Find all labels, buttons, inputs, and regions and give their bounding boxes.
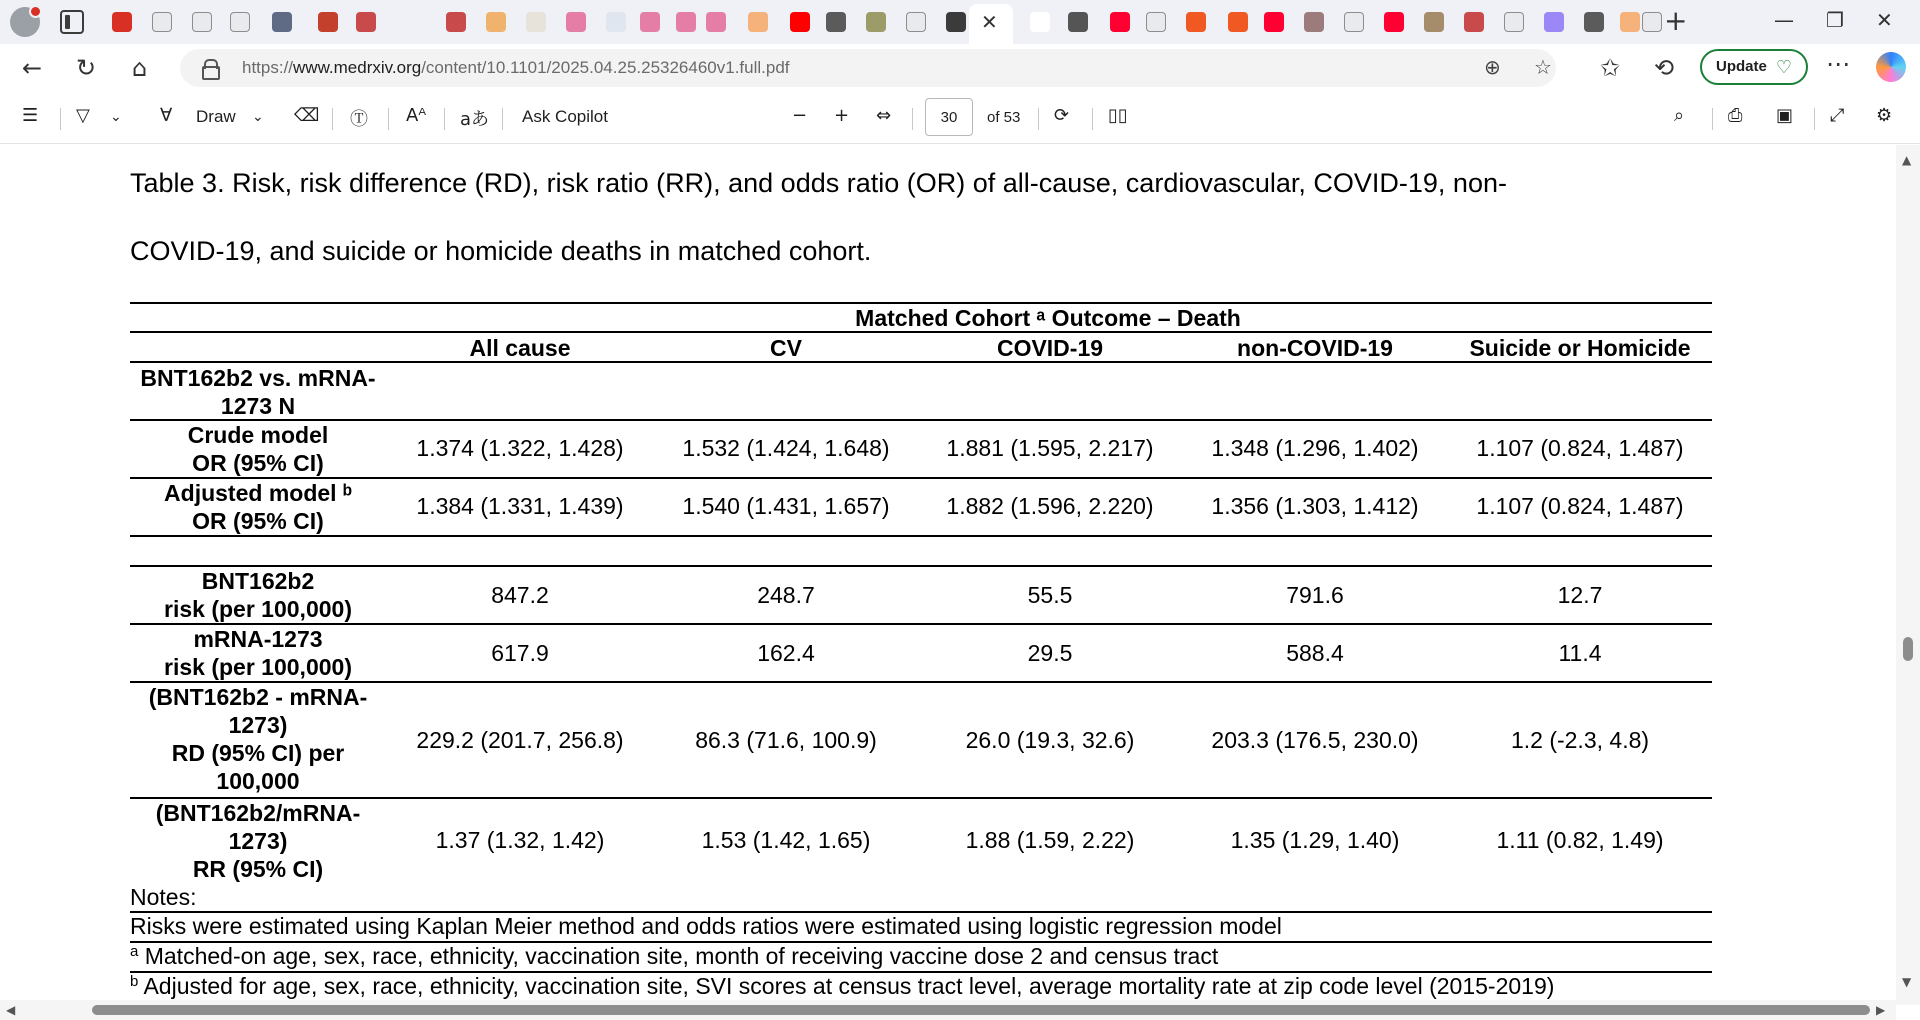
pdf-toolbar <box>0 92 1920 144</box>
table-cell: 588.4 <box>1286 640 1344 666</box>
tab-favicon-icon[interactable] <box>1186 12 1206 32</box>
toolbar-divider <box>1712 108 1713 130</box>
favorites-icon[interactable]: ✩ <box>1600 54 1621 82</box>
table-cell: 29.5 <box>1027 640 1073 666</box>
vertical-scroll-thumb[interactable] <box>1903 637 1913 661</box>
draw-icon[interactable]: ∀ <box>160 105 173 126</box>
tab-favicon-icon[interactable] <box>1424 12 1444 32</box>
toolbar-divider <box>332 108 333 130</box>
table-cell: 1.107 (0.824, 1.487) <box>1476 493 1684 519</box>
note-b: $^b$ Adjusted for age, sex, race, ethnicity, vaccination site, SVI scores at census tract level, average mortality rate at zip code level (2015-2019) <box>130 973 1555 999</box>
tab-favicon-icon[interactable] <box>318 12 338 32</box>
table-cell: 1.88 (1.59, 2.22) <box>965 827 1135 853</box>
column-header: CV <box>770 335 802 361</box>
horizontal-scrollbar[interactable] <box>0 1000 1896 1020</box>
tab-favicon-icon[interactable] <box>826 12 846 32</box>
ask-copilot-button[interactable]: Ask Copilot <box>522 107 608 126</box>
settings-gear-icon[interactable]: ⚙ <box>1876 105 1893 126</box>
toolbar-divider <box>502 108 503 130</box>
navigation-bar <box>0 44 1920 92</box>
tab-favicon-icon[interactable] <box>1642 12 1662 32</box>
fit-width-icon[interactable]: ⇔ <box>876 105 892 126</box>
draw-dropdown-icon[interactable]: ⌄ <box>252 109 264 125</box>
tab-favicon-icon[interactable] <box>946 12 966 32</box>
pdf-page <box>0 145 1896 1005</box>
tab-favicon-icon[interactable] <box>1068 12 1088 32</box>
row-label: (BNT162b2/mRNA- 1273) RR (95% CI) <box>155 800 361 882</box>
tab-favicon-icon[interactable] <box>1110 12 1130 32</box>
tab-favicon-icon[interactable] <box>112 12 132 32</box>
table-caption-line-2: COVID-19, and suicide or homicide deaths in matched cohort. <box>130 236 872 266</box>
tab-favicon-icon[interactable] <box>790 12 810 32</box>
favorite-star-icon[interactable]: ☆ <box>1534 55 1552 79</box>
new-tab-icon[interactable]: + <box>1664 4 1688 37</box>
tab-favicon-icon[interactable] <box>1620 12 1640 32</box>
table-rule <box>130 681 1712 683</box>
table-rule <box>130 419 1712 421</box>
table-cell: 1.11 (0.82, 1.49) <box>1496 827 1664 853</box>
address-bar[interactable] <box>180 49 1556 87</box>
row-label: Adjusted model ᵇ OR (95% CI) <box>164 480 352 534</box>
table-cell: 617.9 <box>491 640 549 666</box>
page-number-input[interactable]: 30 <box>925 98 973 136</box>
toolbar-divider <box>1814 108 1815 130</box>
table-cell: 1.882 (1.596, 2.220) <box>946 493 1154 519</box>
read-aloud-icon[interactable]: Aᴬ <box>406 105 427 126</box>
url-text[interactable]: https://www.medrxiv.org/content/10.1101/2025.04.25.25326460v1.full.pdf <box>242 58 790 77</box>
tab-favicon-icon[interactable] <box>152 12 172 32</box>
close-window-icon[interactable]: ✕ <box>1876 8 1893 32</box>
copilot-icon[interactable] <box>1876 52 1906 82</box>
more-options-icon[interactable]: ⋯ <box>1826 50 1850 78</box>
table-cell: 1.2 (-2.3, 4.8) <box>1510 727 1650 753</box>
column-header: non-COVID-19 <box>1237 335 1393 361</box>
tab-favicon-icon[interactable] <box>1344 12 1364 32</box>
profile-avatar-icon[interactable] <box>10 7 40 37</box>
zoom-out-icon[interactable]: − <box>792 105 808 126</box>
column-header: COVID-19 <box>996 335 1104 361</box>
eraser-icon[interactable]: ⌫ <box>294 105 320 126</box>
table-cell: 1.53 (1.42, 1.65) <box>701 827 871 853</box>
tab-actions-icon[interactable] <box>60 10 84 34</box>
row-label: Crude model OR (95% CI) <box>187 422 329 476</box>
tab-favicon-icon[interactable] <box>1228 12 1248 32</box>
print-icon[interactable]: ⎙ <box>1728 105 1743 126</box>
translate-icon[interactable]: aあ <box>460 109 490 130</box>
tab-favicon-icon[interactable] <box>1464 12 1484 32</box>
tab-favicon-icon[interactable] <box>606 12 626 32</box>
tab-favicon-icon[interactable] <box>230 12 250 32</box>
table-cell: 1.881 (1.595, 2.217) <box>946 435 1154 461</box>
rotate-icon[interactable]: ⟳ <box>1054 105 1070 126</box>
tab-favicon-icon[interactable] <box>1384 12 1404 32</box>
table-rule <box>130 477 1712 479</box>
refresh-icon[interactable]: ↻ <box>76 54 97 82</box>
page-total: of 53 <box>987 109 1021 126</box>
table-cell: 248.7 <box>757 582 815 608</box>
restore-icon[interactable]: ❐ <box>1826 8 1844 32</box>
table-caption-line-1: Table 3. Risk, risk difference (RD), risk ratio (RR), and odds ratio (OR) of all-cause, cardiovascular, COVID-19, non- <box>130 168 1507 198</box>
tab-favicon-icon[interactable] <box>640 12 660 32</box>
draw-label[interactable]: Draw <box>196 107 236 126</box>
tab-favicon-icon[interactable] <box>1504 12 1524 32</box>
table-cell: 1.532 (1.424, 1.648) <box>682 435 890 461</box>
tab-favicon-icon[interactable] <box>486 12 506 32</box>
tab-favicon-icon[interactable] <box>906 12 926 32</box>
scroll-right-arrow-icon[interactable]: ▶ <box>1876 1003 1886 1017</box>
row-label: BNT162b2 risk (per 100,000) <box>164 568 352 622</box>
table-cell: 1.540 (1.431, 1.657) <box>682 493 890 519</box>
table-cell: 162.4 <box>757 640 815 666</box>
toolbar-divider <box>60 108 61 130</box>
tab-favicon-icon[interactable] <box>1304 12 1324 32</box>
row-label: mRNA-1273 risk (per 100,000) <box>164 626 352 680</box>
table-cell: 1.107 (0.824, 1.487) <box>1476 435 1684 461</box>
note-methods: Risks were estimated using Kaplan Meier method and odds ratios were estimated using logistic regression model <box>130 913 1282 939</box>
table-cell: 1.374 (1.322, 1.428) <box>416 435 624 461</box>
table-top-rule <box>130 302 1712 304</box>
save-icon[interactable]: ▣ <box>1776 105 1794 126</box>
table-cell: 1.35 (1.29, 1.40) <box>1230 827 1400 853</box>
section-label: BNT162b2 vs. mRNA- 1273 N <box>140 365 376 419</box>
page-view-icon[interactable]: ▯▯ <box>1108 105 1128 126</box>
table-cell: 12.7 <box>1557 582 1603 608</box>
toolbar-divider <box>1092 108 1093 130</box>
tab-favicon-icon[interactable] <box>706 12 726 32</box>
tab-favicon-icon[interactable] <box>748 12 768 32</box>
table-rule <box>130 623 1712 625</box>
scroll-up-arrow-icon[interactable]: ▲ <box>1902 153 1912 167</box>
add-text-icon[interactable]: Ⓣ <box>350 109 368 130</box>
zoom-icon[interactable]: ⊕ <box>1484 55 1501 79</box>
toolbar-divider <box>388 108 389 130</box>
table-cell: 26.0 (19.3, 32.6) <box>965 727 1135 753</box>
home-icon[interactable]: ⌂ <box>132 54 148 82</box>
table-rule <box>130 565 1712 567</box>
table-cell: 1.348 (1.296, 1.402) <box>1211 435 1419 461</box>
table-cell: 847.2 <box>491 582 549 608</box>
table-rule <box>130 361 1712 363</box>
table-cell: 11.4 <box>1558 640 1602 666</box>
active-tab[interactable] <box>969 4 1013 44</box>
update-button[interactable]: Update ♡ <box>1700 49 1808 85</box>
tab-favicon-icon[interactable] <box>1544 12 1564 32</box>
close-tab-icon[interactable]: ✕ <box>981 10 998 34</box>
tab-favicon-icon[interactable] <box>676 12 696 32</box>
toolbar-divider <box>1038 108 1039 130</box>
tab-favicon-icon[interactable] <box>1264 12 1284 32</box>
tab-favicon-icon[interactable] <box>1584 12 1604 32</box>
search-icon[interactable]: ⌕ <box>1674 105 1685 126</box>
table-cell: 791.6 <box>1286 582 1344 608</box>
tab-favicon-icon[interactable] <box>1146 12 1166 32</box>
tab-favicon-icon[interactable] <box>866 12 886 32</box>
scroll-down-arrow-icon[interactable]: ▼ <box>1902 975 1912 989</box>
table-rule <box>130 535 1712 537</box>
scroll-left-arrow-icon[interactable]: ◀ <box>6 1003 16 1017</box>
highlight-icon[interactable]: ▽ <box>76 105 90 126</box>
tab-favicon-icon[interactable] <box>446 12 466 32</box>
table-cell: 1.37 (1.32, 1.42) <box>435 827 605 853</box>
zoom-in-icon[interactable]: + <box>834 105 850 126</box>
column-header: Suicide or Homicide <box>1469 335 1691 361</box>
note-a: $^a$ Matched-on age, sex, race, ethnicity, vaccination site, month of receiving vaccine dose 2 and census tract <box>130 943 1219 969</box>
table-cell: 1.384 (1.331, 1.439) <box>416 493 624 519</box>
table-cell: 55.5 <box>1027 582 1073 608</box>
toolbar-divider <box>444 108 445 130</box>
tab-favicon-icon[interactable] <box>1030 12 1050 32</box>
table-cell: 203.3 (176.5, 230.0) <box>1211 727 1419 753</box>
contents-list-icon[interactable]: ☰ <box>22 105 39 126</box>
history-icon[interactable]: ⟲ <box>1654 54 1675 82</box>
horizontal-scroll-thumb[interactable] <box>92 1005 1870 1015</box>
super-header: Matched Cohort ᵃ Outcome – Death <box>855 305 1241 331</box>
table-cell: 1.356 (1.303, 1.412) <box>1211 493 1419 519</box>
tab-favicon-icon[interactable] <box>272 12 292 32</box>
table-cell: 86.3 (71.6, 100.9) <box>695 727 877 753</box>
table-cell: 229.2 (201.7, 256.8) <box>416 727 624 753</box>
vertical-scrollbar[interactable] <box>1896 145 1920 1005</box>
row-label: (BNT162b2 - mRNA- 1273) RD (95% CI) per 100,000 <box>148 684 368 794</box>
tab-favicon-icon[interactable] <box>356 12 376 32</box>
tab-strip <box>0 0 1920 44</box>
heart-pulse-icon: ♡ <box>1775 57 1792 78</box>
highlight-dropdown-icon[interactable]: ⌄ <box>110 109 122 125</box>
tab-favicon-icon[interactable] <box>566 12 586 32</box>
table-rule <box>130 797 1712 799</box>
back-arrow-icon[interactable]: ← <box>22 54 43 82</box>
toolbar-divider <box>912 108 913 130</box>
tab-favicon-icon[interactable] <box>526 12 546 32</box>
tab-favicon-icon[interactable] <box>192 12 212 32</box>
table-rule <box>130 331 1712 333</box>
fullscreen-icon[interactable]: ⤢ <box>1830 105 1845 126</box>
column-header: All cause <box>469 335 571 361</box>
lock-icon[interactable] <box>202 59 216 75</box>
minimize-icon[interactable]: — <box>1774 8 1794 32</box>
notes-title: Notes: <box>130 884 197 910</box>
